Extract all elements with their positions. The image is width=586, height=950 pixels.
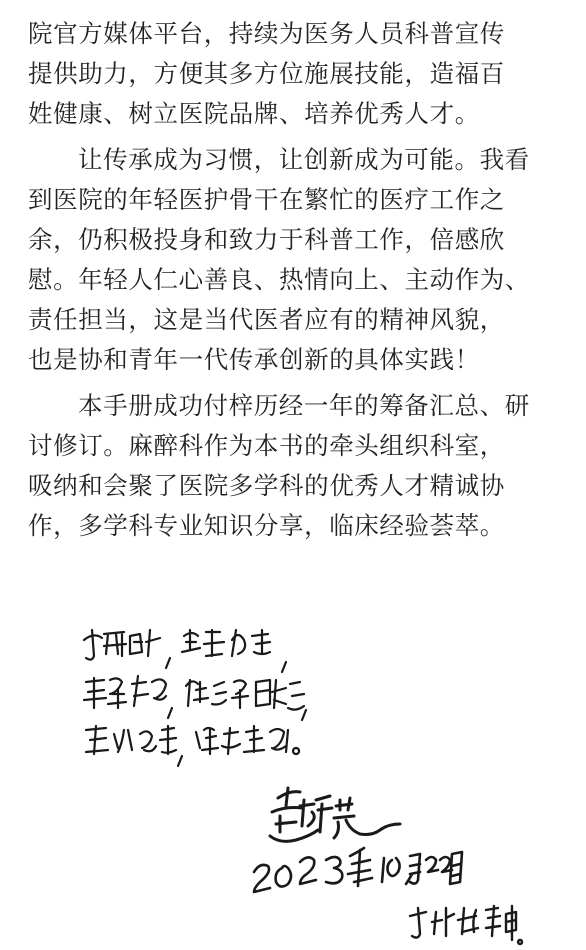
signature [254, 788, 522, 944]
text-line: 让传承成为习惯，让创新成为可能。我看 [78, 145, 530, 174]
signature-name [270, 788, 400, 841]
inscription-line-1 [84, 630, 286, 672]
text-line: 责任担当，这是当代医者应有的精神风貌， [28, 305, 505, 334]
text-line: 讨修订。麻醉科作为本书的牵头组织科室， [28, 431, 505, 460]
text-line: 作，多学科专业知识分享，临床经验荟萃。 [28, 511, 505, 540]
text-line: 慰。年轻人仁心善良、热情向上、主动作为、 [28, 265, 530, 294]
text-line: 本手册成功付梓历经一年的筹备汇总、研 [78, 391, 530, 420]
text-line: 也是协和青年一代传承创新的具体实践！ [28, 345, 480, 374]
text-line: 院官方媒体平台，持续为医务人员科普宣传 [28, 19, 505, 48]
text-line: 余，仍积极投身和致力于科普工作，倍感欣 [28, 225, 505, 254]
signature-place [410, 906, 522, 944]
handwritten-inscription [84, 630, 306, 766]
inscription-line-2 [84, 676, 306, 720]
text-line: 提供助力，方便其多方位施展技能，造福百 [28, 59, 505, 88]
signature-date [254, 848, 462, 892]
text-line: 姓健康、树立医院品牌、培养优秀人才。 [28, 99, 480, 128]
text-line: 到医院的年轻医护骨干在繁忙的医疗工作之 [28, 185, 505, 214]
text-line: 吸纳和会聚了医院多学科的优秀人才精诚协 [28, 471, 505, 500]
inscription-line-3 [86, 726, 299, 766]
